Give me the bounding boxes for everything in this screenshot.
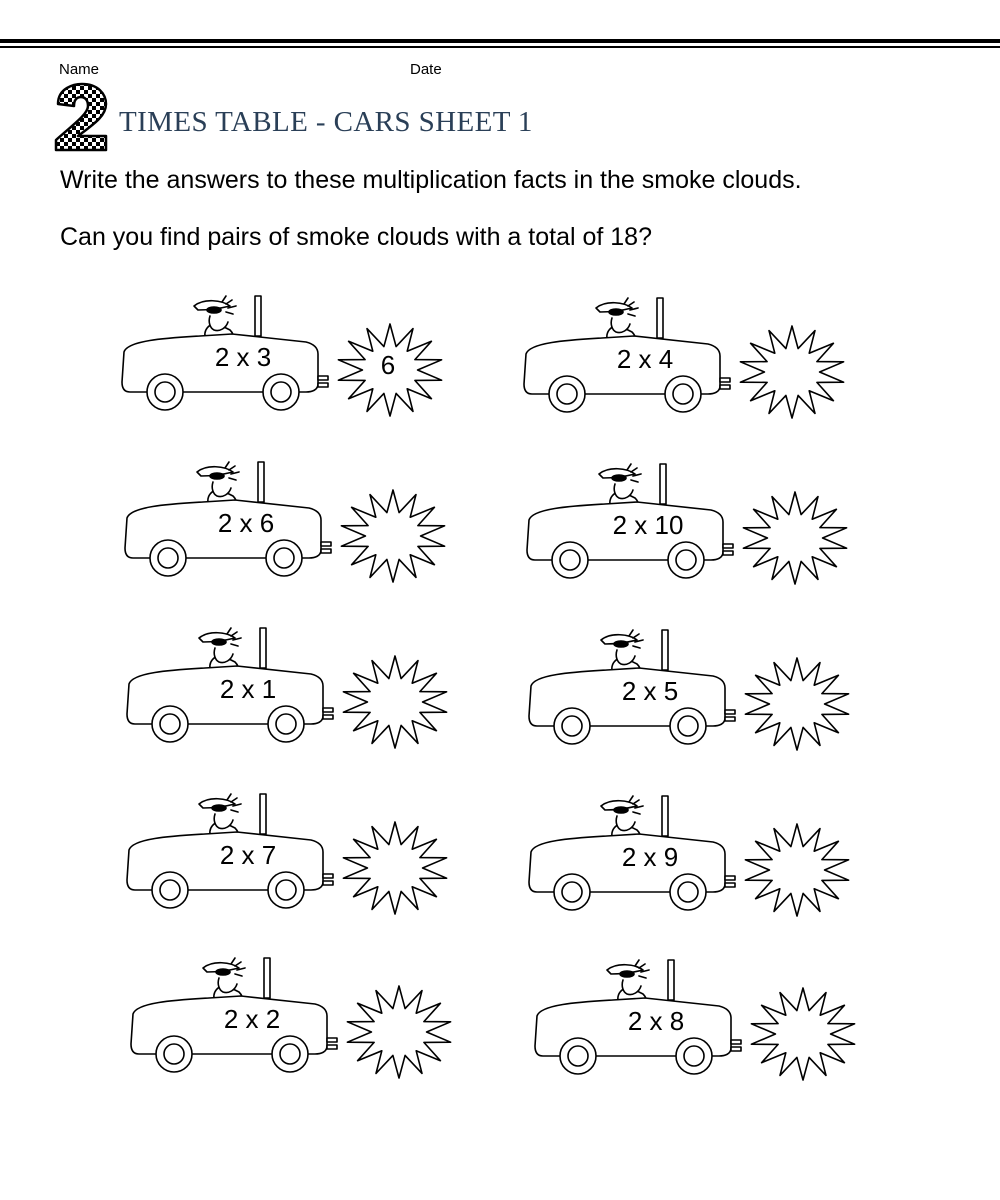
- multiplication-fact: 2 x 2: [223, 1004, 281, 1034]
- car-card: [523, 460, 868, 590]
- car-card: [531, 956, 876, 1086]
- header-rule-thin: [0, 46, 1000, 48]
- instruction-line-1: Write the answers to these multiplication facts in the smoke clouds.: [60, 166, 802, 194]
- car-card: [123, 790, 468, 920]
- car-card: [118, 292, 463, 422]
- worksheet-title: TIMES TABLE - CARS SHEET 1: [119, 106, 533, 138]
- answer-smoke-cloud[interactable]: 6: [380, 350, 396, 380]
- car-card: [525, 792, 870, 922]
- car-card: [525, 626, 870, 756]
- multiplication-fact: 2 x 6: [217, 508, 275, 538]
- multiplication-fact: 2 x 9: [621, 842, 679, 872]
- multiplication-fact: 2 x 10: [612, 510, 684, 540]
- car-card: [121, 458, 466, 588]
- car-card: [127, 954, 472, 1084]
- multiplication-fact: 2 x 4: [616, 344, 674, 374]
- multiplication-fact: 2 x 7: [219, 840, 277, 870]
- name-label: Name: [59, 61, 100, 78]
- car-card: [123, 624, 468, 754]
- multiplication-fact: 2 x 3: [214, 342, 272, 372]
- header-rule-thick: [0, 39, 1000, 43]
- multiplication-fact: 2 x 5: [621, 676, 679, 706]
- car-card: [520, 294, 865, 424]
- date-label: Date: [410, 61, 442, 78]
- multiplication-fact: 2 x 1: [219, 674, 277, 704]
- checkered-numeral-logo: [52, 82, 110, 152]
- instruction-line-2: Can you find pairs of smoke clouds with a total of 18?: [60, 223, 652, 251]
- multiplication-fact: 2 x 8: [627, 1006, 685, 1036]
